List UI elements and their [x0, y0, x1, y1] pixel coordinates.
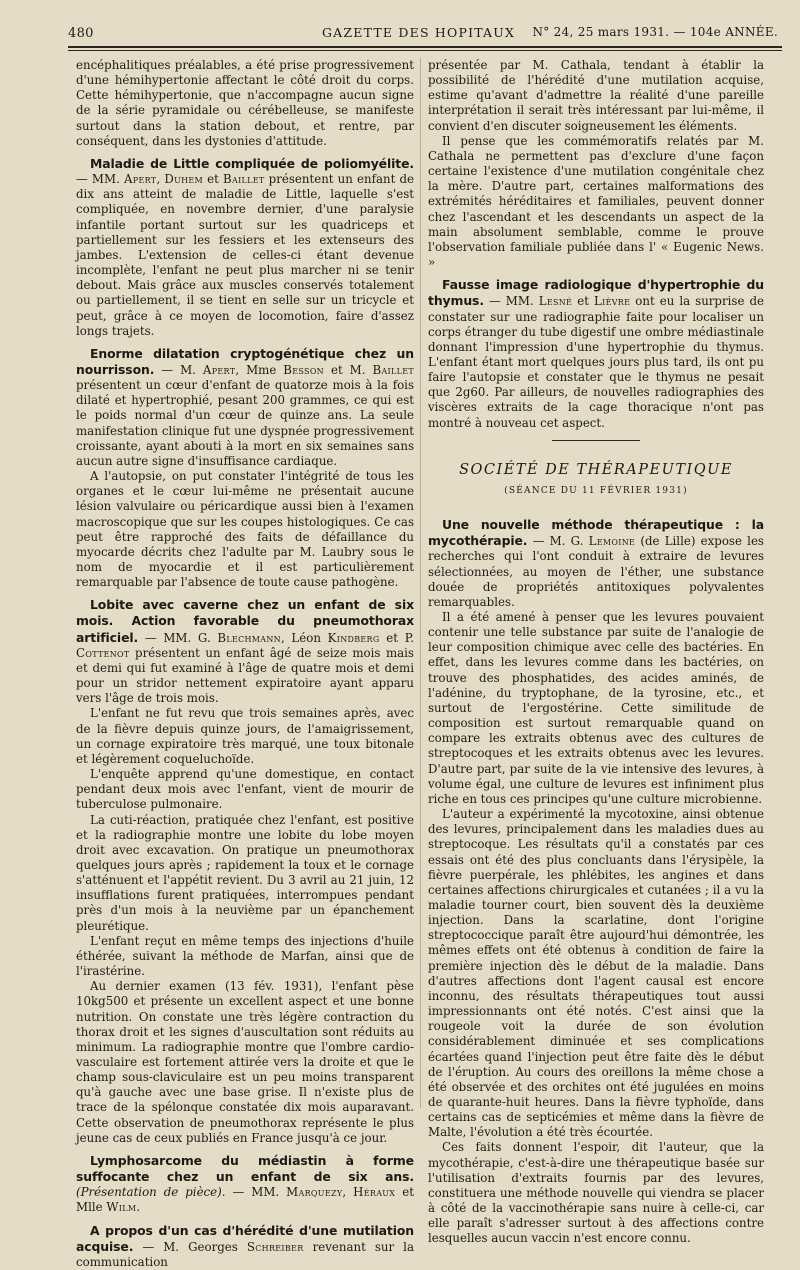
page-header: [68, 22, 788, 44]
author: Lièvre: [593, 294, 631, 309]
author: Besson: [283, 362, 324, 377]
article-lobite: Lobite avec caverne chez un enfant de six mois. Action favorable du pneumothorax artificiel. — MM. G. Blechmann, Léon Kindberg et P. Cottenot présentent un enfant âgé de seize mois mais et demi qui fut examiné à l'âge de quatre mois et demi pour un stridor nettement expiratoire ayant apparu vers l'âge de trois mois.: [76, 597, 414, 706]
article-dilatation: Enorme dilatation cryptogénétique chez un nourrisson. — M. Apert, Mme Besson et M. Baillet présentent un cœur d'enfant de quatorze mois à la fois dilaté et hypertrophié, pesant 200 grammes, ce qui est le poids normal d'un cœur de quinze ans. La seule manifestation clinique fut une dyspnée progressivement croissante, ayant abouti à la mort en six semaines sans aucun autre signe d'insuffisance cardiaque.: [76, 345, 414, 468]
issue-info: N° 24, 25 mars 1931. — 104e ANNÉE.: [532, 25, 778, 39]
article-title: Enorme dilatation cryptogénétique chez un nourrisson.: [76, 345, 414, 377]
page-number: 480: [68, 26, 94, 41]
author: Baillet: [372, 362, 414, 377]
journal-title: GAZETTE DES HOPITAUX: [322, 25, 516, 40]
author: Apert: [202, 362, 236, 377]
paragraph: L'enfant reçut en même temps des injections d'huile éthérée, suivant la méthode de Marfan, ainsi que de l'irastérine.: [76, 933, 414, 979]
paragraph: Ces faits donnent l'espoir, dit l'auteur, que la mycothérapie, c'est-à-dire une thérapeutique basée sur l'utilisation d'extraits fournis par des levures, constituera une méthode nouvelle qui viendra se placer à côté de la vaccinothérapie sans nuire à celle-ci, car elle paraît s'adresser surtout à des affections contre lesquelles aucun vaccin n'est encore connu.: [428, 1140, 764, 1246]
author: Blechmann: [217, 630, 281, 645]
article-title: A propos d'un cas d'hérédité d'une mutilation acquise.: [76, 1222, 414, 1254]
paragraph: La cuti-réaction, pratiquée chez l'enfant, est positive et la radiographie montre une lobite du lobe moyen droit avec excavation. On pratique un pneumothorax quelques jours après ; rapidement la toux et le cornage s'atténuent et l'appétit revient. Du 3 avril au 21 juin, 12 insufflations furent pratiquées, interrompues pendant près d'un mois à la neuvième par un épanchement pleurétique.: [76, 812, 414, 933]
paragraph: encéphalitiques préalables, a été prise progressivement d'une hémihypertonie affectant le côté droit du corps. Cette hémihypertonie, que n'accompagne aucun signe de la série pyramidale ou cérébelleuse, se manifeste surtout dans la station debout, et rentre, par conséquent, dans les dystonies d'attitude.: [76, 58, 414, 148]
article-heredite: A propos d'un cas d'hérédité d'une mutilation acquise. — M. Georges Schreiber revenant sur la communication: [76, 1222, 414, 1269]
author: Lesné: [538, 294, 573, 309]
article-thymus: Fausse image radiologique d'hypertrophie du thymus. — MM. Lesné et Lièvre ont eu la surprise de constater sur une radiographie faite pour localiser un corps étranger du tube digestif une ombre médiastinale donnant l'impression d'une hypertrophie du thymus. L'enfant étant mort quelques jours plus tard, ils ont pu faire l'autopsie et constater que le thymus ne pesait que 2g60. Par ailleurs, de nouvelles radiographies des viscères extraits de la cage thoracique n'ont pas montré à nouveau cet aspect.: [428, 277, 764, 430]
author: Kindberg: [327, 630, 380, 645]
article-title: Lobite avec caverne chez un enfant de six mois. Action favorable du pneumothorax artificiel.: [76, 597, 414, 645]
paragraph: L'auteur a expérimenté la mycotoxine, ainsi obtenue des levures, principalement dans les maladies dues au streptocoque. Les résultats qu'il a constatés par ces essais ont été des plus concluants dans l'érysipèle, la fièvre puerpérale, les phlébites, les angines et dans certaines affections chirurgicales et cutanées ; il a vu la maladie tourner court, bien souvent dès la deuxième injection. Dans la scarlatine, dont l'origine streptococcique paraît être aujourd'hui démontrée, les mêmes effets ont été obtenus à condition de faire la première injection dès le début de la maladie. Dans d'autres affections dont l'agent causal est encore inconnu, des résultats thérapeutiques tout aussi impressionnants ont été notés. C'est ainsi que la rougeole voit la durée de son évolution considérablement diminuée et ses complications écartées quand l'injection peut être faite dès le début de l'éruption. Au cours des oreillons la même chose a été observée et des orchites ont été jugulées en moins de quarante-huit heures. Dans la fièvre typhoïde, dans certains cas de septicémies et même dans la fièvre de Malte, l'évolution a été très écourtée.: [428, 807, 764, 1140]
author: Baillet: [223, 172, 265, 187]
author: Lemoine: [588, 534, 636, 549]
author: Schreiber: [246, 1239, 304, 1254]
section-title: SOCIÉTÉ DE THÉRAPEUTIQUE: [459, 461, 733, 478]
author: Apert: [123, 172, 157, 187]
article-mycotherapie: Une nouvelle méthode thérapeutique : la mycothérapie. — M. G. Lemoine (de Lille) expose les recherches qui l'ont conduit à extraire de levures sélectionnées, au moyen de l'éther, une substance douée de propriétés antitoxiques polyvalentes remarquables.: [428, 517, 764, 609]
paragraph: Il a été amené à penser que les levures pouvaient contenir une telle substance par suite de l'analogie de leur composition chimique avec celle des bactéries. En effet, dans les levures comme dans les bactéries, on trouve des phosphatides, des acides aminés, de l'adénine, du tryptophane, de la tyrosine, etc., et surtout de l'ergostérine. Cette similitude de composition est surtout remarquable quand on compare les extraits obtenus avec des cultures de streptocoques et les extraits obtenus avec les levures. D'autre part, par suite de la vie intensive des levures, à volume égal, une culture de levures est infiniment plus riche en tous ces principes qu'une culture microbienne.: [428, 610, 764, 806]
paragraph: A l'autopsie, on put constater l'intégrité de tous les organes et le cœur lui-même ne présentait aucune lésion valvulaire ou péricardique aussi bien à l'examen macroscopique que sur les coupes histologiques. Ce cas peut être rapproché des faits de défaillance du myocarde décrits chez l'adulte par M. Laubry sous le nom de myocardie et il est particulièrement remarquable par l'absence de toute cause pathogène.: [76, 469, 414, 590]
article-title: Fausse image radiologique d'hypertrophie du thymus.: [428, 277, 764, 309]
paragraph: présentée par M. Cathala, tendant à établir la possibilité de l'hérédité d'une mutilation acquise, estime qu'avant d'admettre la réalité d'une pareille interprétation il serait très intéressant par lui-même, il convient d'en discuter soigneusement les éléments.: [428, 58, 764, 133]
section-separator: [552, 440, 640, 441]
paragraph: Il pense que les commémoratifs relatés par M. Cathala ne permettent pas d'exclure d'une façon certaine l'existence d'une mutilation congénitale chez la mère. D'autre part, certaines malformations des extrémités héréditaires et familiales, peuvent donner chez l'ascendant et les descendants un aspect de la main absolument semblable, comme le prouve l'observation familiale publiée dans l' « Eugenic News. »: [428, 133, 764, 270]
author: Cottenot: [76, 645, 130, 660]
author: Wilm: [106, 1200, 137, 1215]
paragraph: Au dernier examen (13 fév. 1931), l'enfant pèse 10kg500 et présente un excellent aspect et une bonne nutrition. On constate une très légère contraction du thorax droit et les signes d'auscultation sont réduits au minimum. La radiographie montre que l'ombre cardio-vasculaire est fortement attirée vers la droite et que le champ sous-claviculaire est un peu moins transparent qu'à gauche avec une base grise. Il n'existe plus de trace de la spélonque constatée dix mois auparavant. Cette observation de pneumothorax représente le plus jeune cas de ceux publiés en France jusqu'à ce jour.: [76, 979, 414, 1145]
paragraph: L'enfant ne fut revu que trois semaines après, avec de la fièvre depuis quinze jours, de l'amaigrissement, un cornage expiratoire très marqué, une toux bitonale et légèrement coqueluchoïde.: [76, 706, 414, 766]
header-rule-thick: [68, 46, 782, 48]
header-rule-thin: [68, 50, 782, 51]
left-column: [76, 58, 415, 1269]
article-title: Lymphosarcome du médiastin à forme suffocante chez un enfant de six ans.: [76, 1152, 414, 1185]
author: Duhem: [164, 172, 204, 187]
article-title: Une nouvelle méthode thérapeutique : la mycothérapie.: [428, 517, 764, 549]
article-little: Maladie de Little compliquée de poliomyélite. — MM. Apert, Duhem et Baillet présentent un enfant de dix ans atteint de maladie de Little, laquelle s'est compliquée, en novembre dernier, d'une paralysie infantile portant surtout sur les quadriceps et partiellement sur les fessiers et les extenseurs des jambes. L'extension de celles-ci étant devenue incomplète, l'enfant ne peut plus marcher ni se tenir debout. Mais grâce aux muscles conservés totalement ou partiellement, il se tient en selle sur un tricycle et peut, grâce à ce moyen de locomotion, faire d'assez longs trajets.: [76, 155, 414, 338]
author: Marquezy: [286, 1185, 343, 1200]
right-column: [428, 58, 764, 1246]
article-title: Maladie de Little compliquée de poliomyélite.: [90, 155, 414, 171]
section-session-date: (SÉANCE DU 11 FÉVRIER 1931): [504, 485, 688, 496]
article-lymphosarcome: Lymphosarcome du médiastin à forme suffocante chez un enfant de six ans. (Présentation de pièce). — MM. Marquezy, Héraux et Mlle Wilm.: [76, 1152, 415, 1215]
paragraph: L'enquête apprend qu'une domestique, en contact pendant deux mois avec l'enfant, vient de mourir de tuberculose pulmonaire.: [76, 767, 414, 812]
author: Héraux: [353, 1185, 396, 1200]
column-divider: [420, 58, 421, 1108]
